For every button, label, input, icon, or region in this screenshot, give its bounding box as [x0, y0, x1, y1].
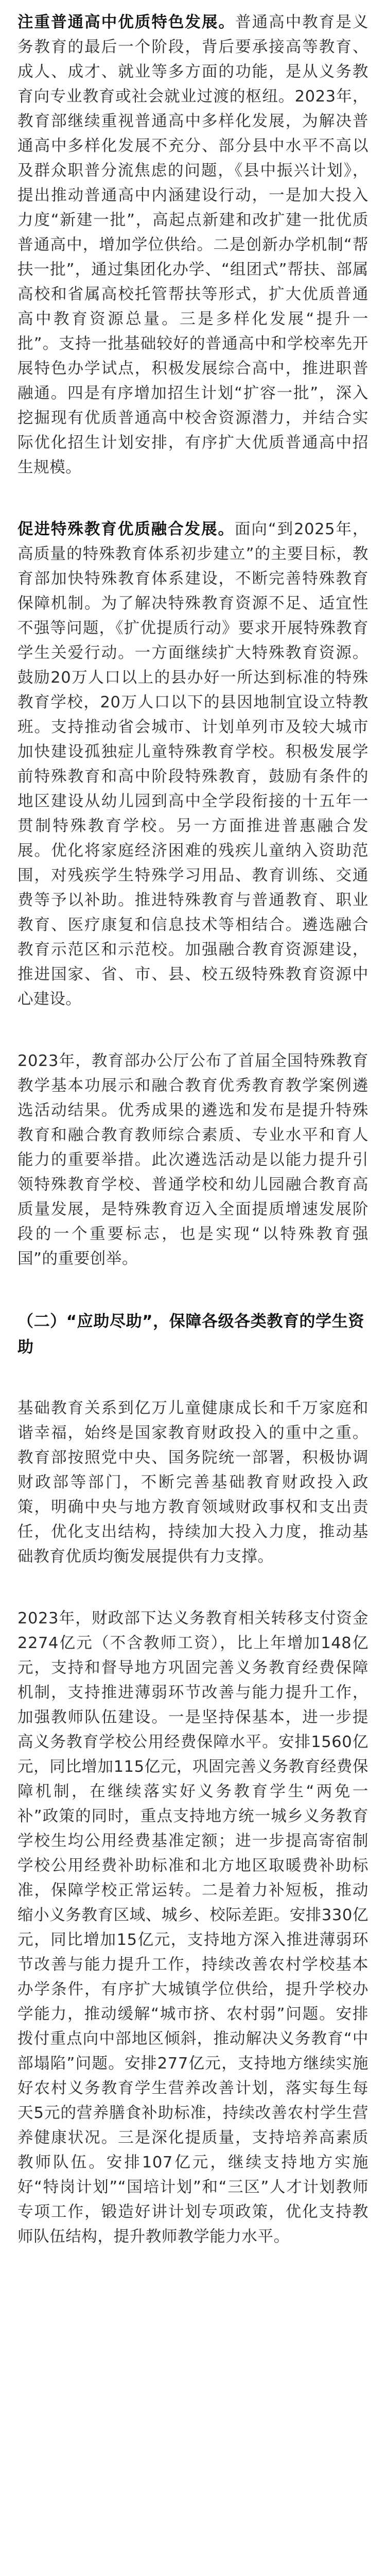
paragraph-general-high-school — [17, 10, 369, 480]
paragraph-text: 基础教育关系到亿万儿童健康成长和千万家庭和谐幸福，始终是国家教育财政投入的重中之重。教育部按照党中央、国务院统一部署，积极协调财政部等部门，不断完善基础教育财政投入政策，明确中央与地方教育领域财政事权和支出责任，优化支出结构，持续加大投入力度，推动基础教育优质均衡发展提供有力支撑。 — [17, 1399, 369, 1566]
section-heading: （二）“应助尽助”，保障各级各类教育的学生资助 — [17, 1312, 364, 1357]
paragraph-text: 面向“到2025年，高质量的特殊教育体系初步建立”的主要目标，教育部加快特殊教育体系建设，不断完善特殊教育保障机制。为了解决特殊教育资源不足、适宜性不强等问题，《扩优提质行动》要求开展特殊教育学生关爱行动。一方面继续扩大特殊教育资源。鼓励20万人口以上的县办好一所达到标准的特殊教育学校，20万人口以下的县因地制宜设立特教班。支持推动省会城市、计划单列市及较大城市加快建设孤独症儿童特殊教育学校。积极发展学前特殊教育和高中阶段特殊教育，鼓励有条件的地区建设从幼儿园到高中全学段衔接的十五年一贯制特殊教育学校。另一方面推进普惠融合发展。优化将家庭经济困难的残疾儿童纳入资助范围，对残疾学生特殊学习用品、教育训练、交通费等予以补助。推进特殊教育与普通教育、职业教育、医疗康复和信息技术等相结合。遴选融合教育示范区和示范校。加强融合教育资源建设，推进国家、省、市、县、校五级特殊教育资源中心建设。 — [17, 520, 369, 1008]
paragraph-special-education-2023 — [17, 1049, 369, 1272]
paragraph-text: 普通高中教育是义务教育的最后一个阶段，背后要承接高等教育、成人、成才、就业等多方面的功能，是从义务教育向专业教育或社会就业过渡的枢纽。2023年，教育部继续重视普通高中多样化发展，为解决普通高中多样化发展不充分、部分县中水平不高以及群众职普分流焦虑的问题，《县中振兴计划》，提出推动普通高中内涵建设行动，一是加大投入力度“新建一批”，高起点新建和改扩建一批优质普通高中，增加学位供给。二是创新办学机制“帮扶一批”，通过集团化办学、“组团式”帮扶、部属高校和省属高校托管帮扶等形式，扩大优质普通高中教育资源总量。三是多样化发展“提升一批”。支持一批基础较好的普通高中和学校率先开展特色办学试点，积极发展综合高中，推进职普融通。四是有序增加招生计划“扩容一批”，深入挖掘现有优质普通高中校舍资源潜力，并结合实际优化招生计划安排，有序扩大优质普通高中招生规模。 — [17, 13, 369, 477]
paragraph-basic-education-funding — [17, 1396, 369, 1569]
paragraph-transfer-payment-2023 — [17, 1606, 369, 2249]
paragraph-lead: 促进特殊教育优质融合发展。 — [17, 520, 235, 538]
paragraph-lead: 注重普通高中优质特色发展。 — [17, 13, 236, 31]
paragraph-text: 2023年，财政部下达义务教育相关转移支付资金2274亿元（不含教师工资），比上年增加148亿元，支持和督导地方巩固完善义务教育经费保障机制，支持推进薄弱环节改善与能力提升工作，加强教师队伍建设。一是坚持保基本，进一步提高义务教育学校公用经费保障水平。安排1560亿元，同比增加115亿元，巩固完善义务教育经费保障机制，在继续落实好义务教育学生“两免一补”政策的同时，重点支持地方统一城乡义务教育学校生均公用经费基准定额；进一步提高寄宿制学校公用经费补助标准和北方地区取暖费补助标准，保障学校正常运转。二是着力补短板，推动缩小义务教育区域、城乡、校际差距。安排330亿元，同比增加15亿元，支持地方深入推进薄弱环节改善与能力提升工作，持续改善农村学校基本办学条件，有序扩大城镇学位供给，提升学校办学能力，推动缓解“城市挤、农村弱”问题。安排拨付重点向中部地区倾斜，推动解决义务教育“中部塌陷”问题。安排277亿元，支持地方继续实施好农村义务教育学生营养改善计划，落实每生每天5元的营养膳食补助标准，持续改善农村学生营养健康状况。三是深化提质量，支持培养高素质教师队伍。安排107亿元，继续支持地方实施好“特岗计划”“国培计划”和“三区”人才计划教师专项工作，锻造好讲计划专项政策，优化支持教师队伍结构，提升教师教学能力水平。 — [17, 1609, 369, 2246]
paragraph-special-education — [17, 517, 369, 1012]
paragraph-text: 2023年，教育部办公厅公布了首届全国特殊教育教学基本功展示和融合教育优秀教育教学案例遴选活动结果。优秀成果的遴选和发布是提升特殊教育和融合教育教师综合素质、专业水平和育人能力的重要举措。此次遴选活动是以能力提升引领特殊教育学校、普通学校和幼儿园融合教育高质量发展，是特殊教育迈入全面提质增速发展阶段的一个重要标志，也是实现“以特殊教育强国”的重要创举。 — [17, 1052, 369, 1268]
